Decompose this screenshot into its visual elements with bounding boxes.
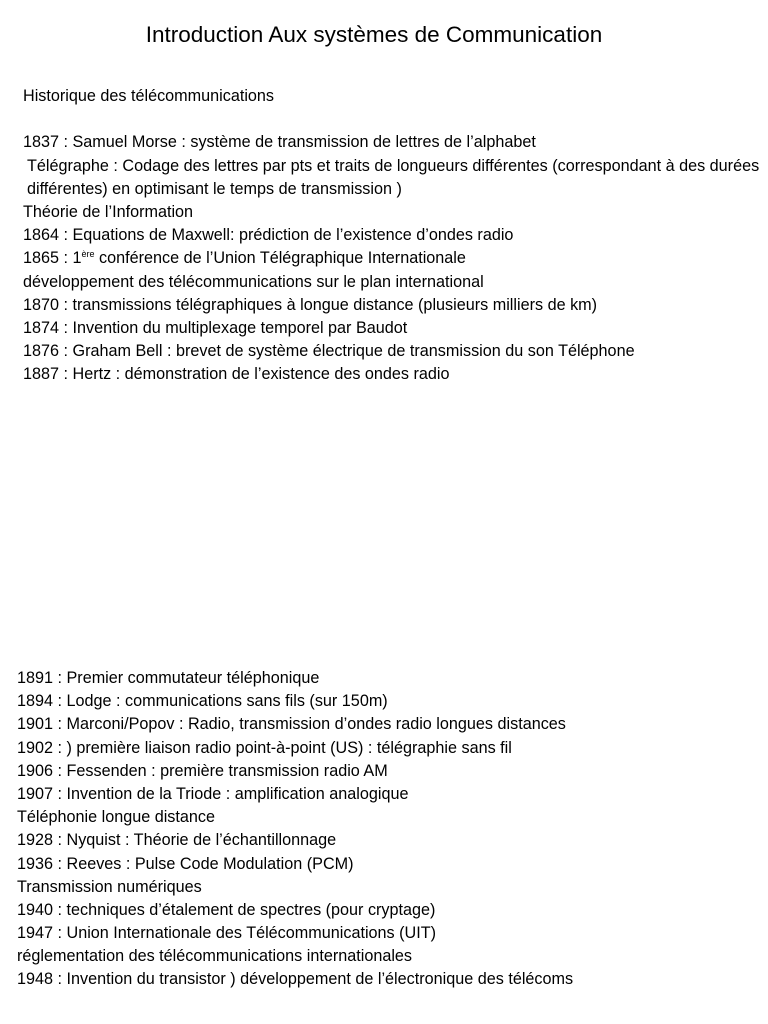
history-line: 1887 : Hertz : démonstration de l’existence des ondes radio xyxy=(23,365,450,384)
page-title: Introduction Aux systèmes de Communication xyxy=(145,22,603,47)
history-line: 1876 : Graham Bell : brevet de système électrique de transmission du son Téléphone xyxy=(23,342,635,361)
history-line: 1901 : Marconi/Popov : Radio, transmission d’ondes radio longues distances xyxy=(17,715,566,734)
history-line: Télégraphe : Codage des lettres par pts et traits de longueurs différentes (correspondant à des durées différentes) en optimisant le temps de transmission ) xyxy=(27,156,760,198)
history-line: 1902 : ) première liaison radio point-à-point (US) : télégraphie sans fil xyxy=(17,738,512,757)
history-line: Téléphonie longue distance xyxy=(17,808,215,827)
history-line: 1947 : Union Internationale des Télécommunications (UIT) xyxy=(17,924,436,943)
history-line: 1928 : Nyquist : Théorie de l’échantillonnage xyxy=(17,831,337,850)
history-line: 1870 : transmissions télégraphiques à longue distance (plusieurs milliers de km) xyxy=(23,295,598,314)
history-line: 1891 : Premier commutateur téléphonique xyxy=(17,669,320,687)
history-block-top xyxy=(23,85,763,386)
history-line: réglementation des télécommunications internationales xyxy=(17,947,413,966)
history-line-part: 1865 : 1 xyxy=(23,249,82,268)
history-line: 1874 : Invention du multiplexage temporel par Baudot xyxy=(23,318,408,337)
history-line: 1837 : Samuel Morse : système de transmission de lettres de l’alphabet xyxy=(23,133,536,152)
history-block-bottom xyxy=(17,667,757,992)
section-heading: Historique des télécommunications xyxy=(23,87,275,105)
superscript-ordinal: ère xyxy=(81,249,95,260)
history-line: 1936 : Reeves : Pulse Code Modulation (PCM) xyxy=(17,854,354,873)
history-line: 1948 : Invention du transistor ) développement de l’électronique des télécoms xyxy=(17,970,574,989)
history-line: développement des télécommunications sur le plan international xyxy=(23,272,484,291)
history-line: 1906 : Fessenden : première transmission radio AM xyxy=(17,761,388,780)
history-line: 1894 : Lodge : communications sans fils (sur 150m) xyxy=(17,692,388,711)
history-line: Théorie de l’Information xyxy=(23,202,194,221)
history-line: Transmission numériques xyxy=(17,877,202,896)
history-line-1865 xyxy=(23,247,763,270)
history-line: 1907 : Invention de la Triode : amplification analogique xyxy=(17,784,409,803)
blank-line xyxy=(23,108,763,131)
history-line: 1940 : techniques d’étalement de spectres (pour cryptage) xyxy=(17,900,436,919)
history-line-part: conférence de l’Union Télégraphique Internationale xyxy=(94,249,466,268)
history-line: 1864 : Equations de Maxwell: prédiction de l’existence d’ondes radio xyxy=(23,226,514,245)
